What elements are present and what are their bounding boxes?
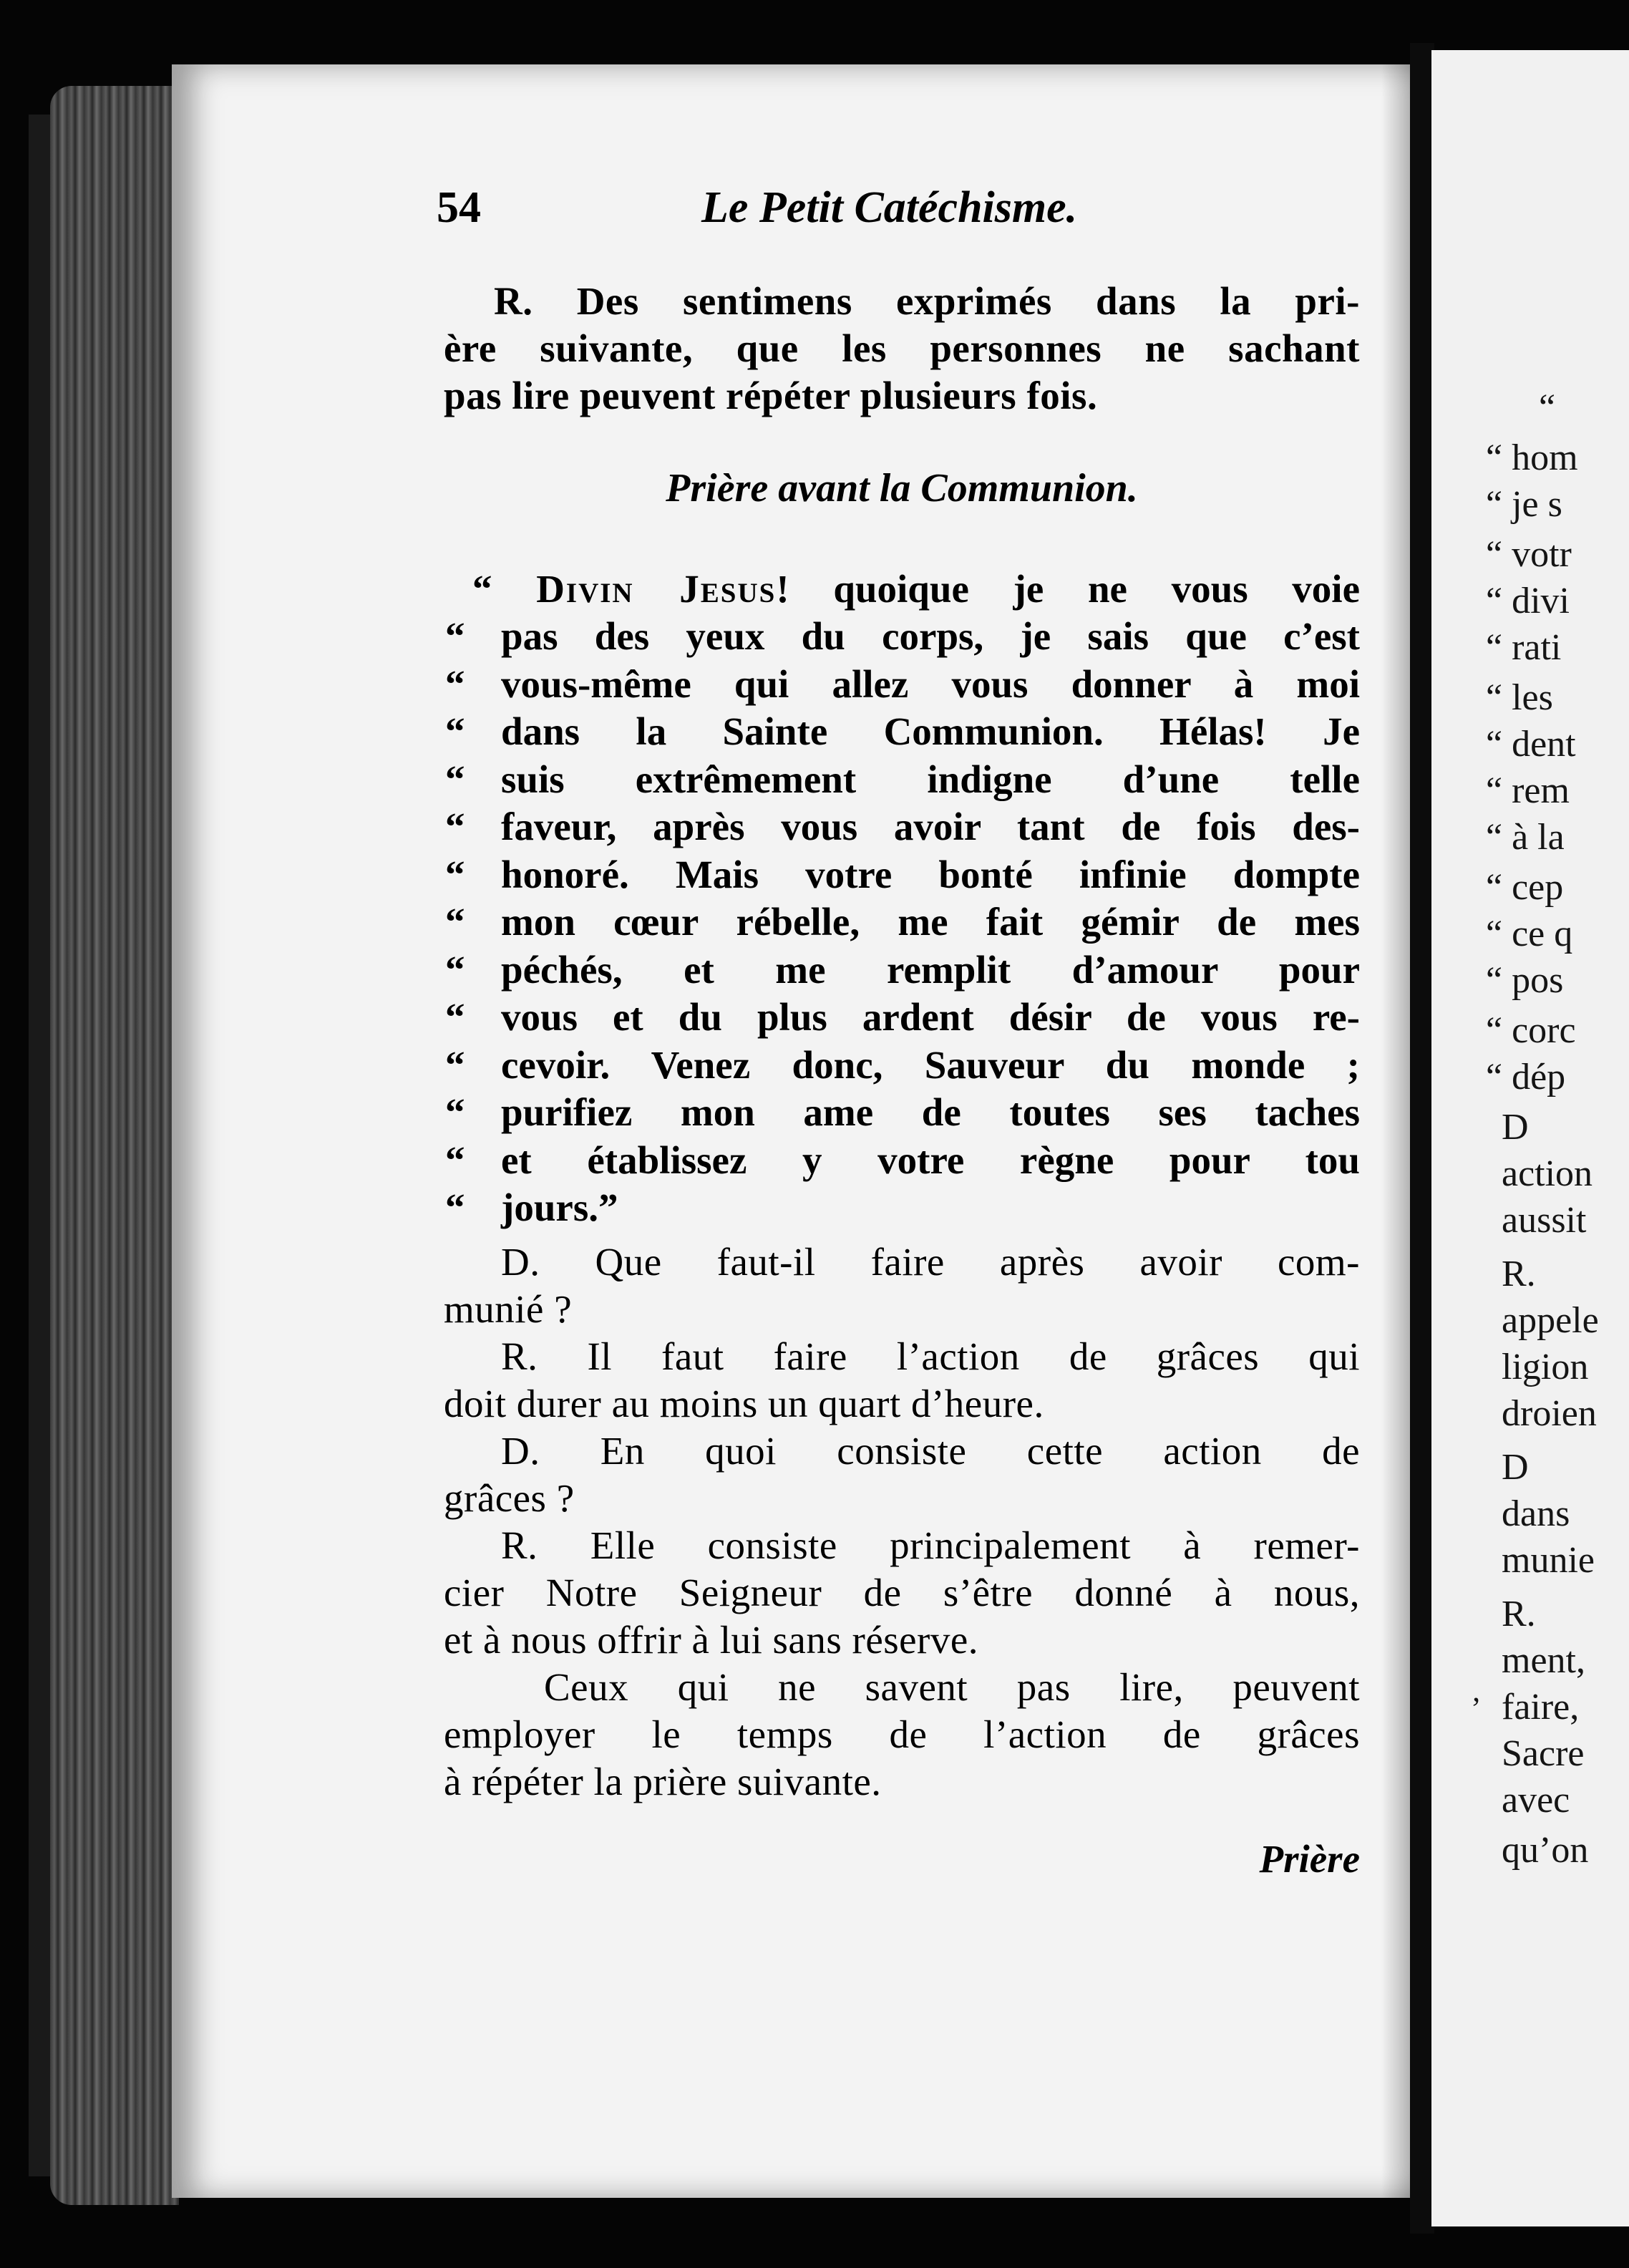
prayer-line: pas des yeux du corps, je sais que c’est [501, 614, 1360, 658]
prayer-line: mon cœur rébelle, me fait gémir de mes [501, 900, 1360, 944]
body-line: D. En quoi consiste cette action de [501, 1429, 1360, 1473]
right-page-line: qu’on [1502, 1830, 1589, 1871]
right-page-line: D [1502, 1107, 1529, 1148]
prayer-line-quote: “ [445, 805, 465, 848]
body-line: munié ? [444, 1287, 573, 1331]
body-line: employer le temps de l’action de grâces [444, 1712, 1360, 1756]
prayer-first-line-rest: ! quoique je ne vous voie [776, 567, 1360, 611]
page-shadow [1381, 64, 1410, 2198]
prayer-first-line [472, 566, 1360, 613]
book-spine [50, 86, 179, 2205]
prayer-line-quote: “ [445, 900, 465, 944]
prayer-line-quote: “ [445, 1138, 465, 1182]
body-line: doit durer au moins un quart d’heure. [444, 1382, 1044, 1425]
prayer-line: faveur, après vous avoir tant de fois des- [501, 805, 1360, 848]
prayer-line-quote: “ [445, 757, 465, 801]
body-line: grâces ? [444, 1476, 575, 1520]
right-page-line: droien [1502, 1393, 1597, 1434]
prayer-line: dans la Sainte Communion. Hélas! Je [501, 709, 1360, 753]
prayer-line: suis extrêmement indigne d’une telle [501, 757, 1360, 801]
prayer-line: cevoir. Venez donc, Sauveur du monde ; [501, 1043, 1360, 1087]
running-header [437, 183, 1124, 240]
prayer-line-quote: “ [445, 614, 465, 658]
right-page-line: D [1502, 1447, 1529, 1488]
prayer-line: vous-même qui allez vous donner à moi [501, 662, 1360, 706]
page-number: 54 [437, 183, 481, 232]
prayer-line-quote: “ [445, 1090, 465, 1134]
page-gutter [1410, 43, 1434, 2234]
right-page-line: “ corc [1486, 1010, 1576, 1051]
right-page-line: “ à la [1486, 817, 1565, 858]
prayer-line: purifiez mon ame de toutes ses taches [501, 1090, 1360, 1134]
prayer-line-quote: “ [445, 948, 465, 992]
right-page-line: dans [1502, 1493, 1570, 1534]
right-page-line: “ divi [1486, 581, 1570, 621]
prayer-opening-words: Divin Jesus [536, 567, 777, 611]
intro-line: R. Des sentimens exprimés dans la pri- [494, 279, 1360, 323]
right-page-line: aussit [1502, 1200, 1587, 1241]
body-line: cier Notre Seigneur de s’être donné à nous, [444, 1571, 1360, 1614]
right-page-line: “ [1539, 387, 1556, 428]
body-line: à répéter la prière suivante. [444, 1760, 882, 1803]
right-page-line: Sacre [1502, 1733, 1585, 1774]
right-page-line: “ ce q [1486, 914, 1573, 954]
right-page-line: munie [1502, 1540, 1595, 1581]
body-line: Ceux qui ne savent pas lire, peuvent [544, 1665, 1360, 1709]
right-page-line: appele [1502, 1300, 1599, 1341]
prayer-open-quote: “ [472, 567, 492, 611]
intro-line: pas lire peuvent répéter plusieurs fois. [444, 374, 1098, 417]
prayer-line: et établissez y votre règne pour tou [501, 1138, 1360, 1182]
prayer-line: vous et du plus ardent désir de vous re- [501, 995, 1360, 1039]
body-line: R. Il faut faire l’action de grâces qui [501, 1334, 1360, 1378]
right-page-line: “ votr [1486, 534, 1572, 575]
body-line: et à nous offrir à lui sans réserve. [444, 1618, 979, 1662]
intro-line: ère suivante, que les personnes ne sachant [444, 326, 1360, 370]
right-page-line: ment, [1502, 1640, 1585, 1681]
right-page-line: “ dép [1486, 1057, 1566, 1097]
prayer-line-quote: “ [445, 1186, 465, 1229]
prayer-heading: Prière avant la Communion. [666, 466, 1138, 510]
right-page-line: avec [1502, 1780, 1570, 1821]
prayer-line-quote: “ [445, 853, 465, 896]
right-page-line: “ hom [1486, 437, 1578, 478]
right-page-line: “ dent [1486, 724, 1576, 765]
body-line: R. Elle consiste principalement à remer- [501, 1523, 1360, 1567]
prayer-line-quote: “ [445, 662, 465, 706]
right-page-line: “ rem [1486, 770, 1570, 811]
right-page-line: action [1502, 1153, 1593, 1194]
body-line: D. Que faut-il faire après avoir com- [501, 1240, 1360, 1284]
running-title: Le Petit Catéchisme. [701, 183, 1078, 232]
prayer-line: péchés, et me remplit d’amour pour [501, 948, 1360, 992]
prayer-line-quote: “ [445, 995, 465, 1039]
right-page-line: “ cep [1486, 867, 1564, 908]
prayer-line: jours.” [501, 1186, 618, 1229]
right-page-line: R. [1502, 1254, 1536, 1294]
right-page-line: “ pos [1486, 960, 1564, 1001]
prayer-line-quote: “ [445, 1043, 465, 1087]
right-page-line: “ je s [1486, 484, 1562, 525]
margin-mark: ‚ [1471, 1673, 1482, 1708]
right-page-line: R. [1502, 1594, 1536, 1634]
right-page-line: “ rati [1486, 627, 1562, 668]
right-page-line: ligion [1502, 1347, 1589, 1387]
right-page [1431, 50, 1629, 2226]
right-page-line: “ les [1486, 677, 1553, 718]
catchword: Prière [1259, 1837, 1360, 1881]
prayer-line: honoré. Mais votre bonté infinie dompte [501, 853, 1360, 896]
right-page-line: faire, [1502, 1687, 1580, 1727]
prayer-line-quote: “ [445, 709, 465, 753]
